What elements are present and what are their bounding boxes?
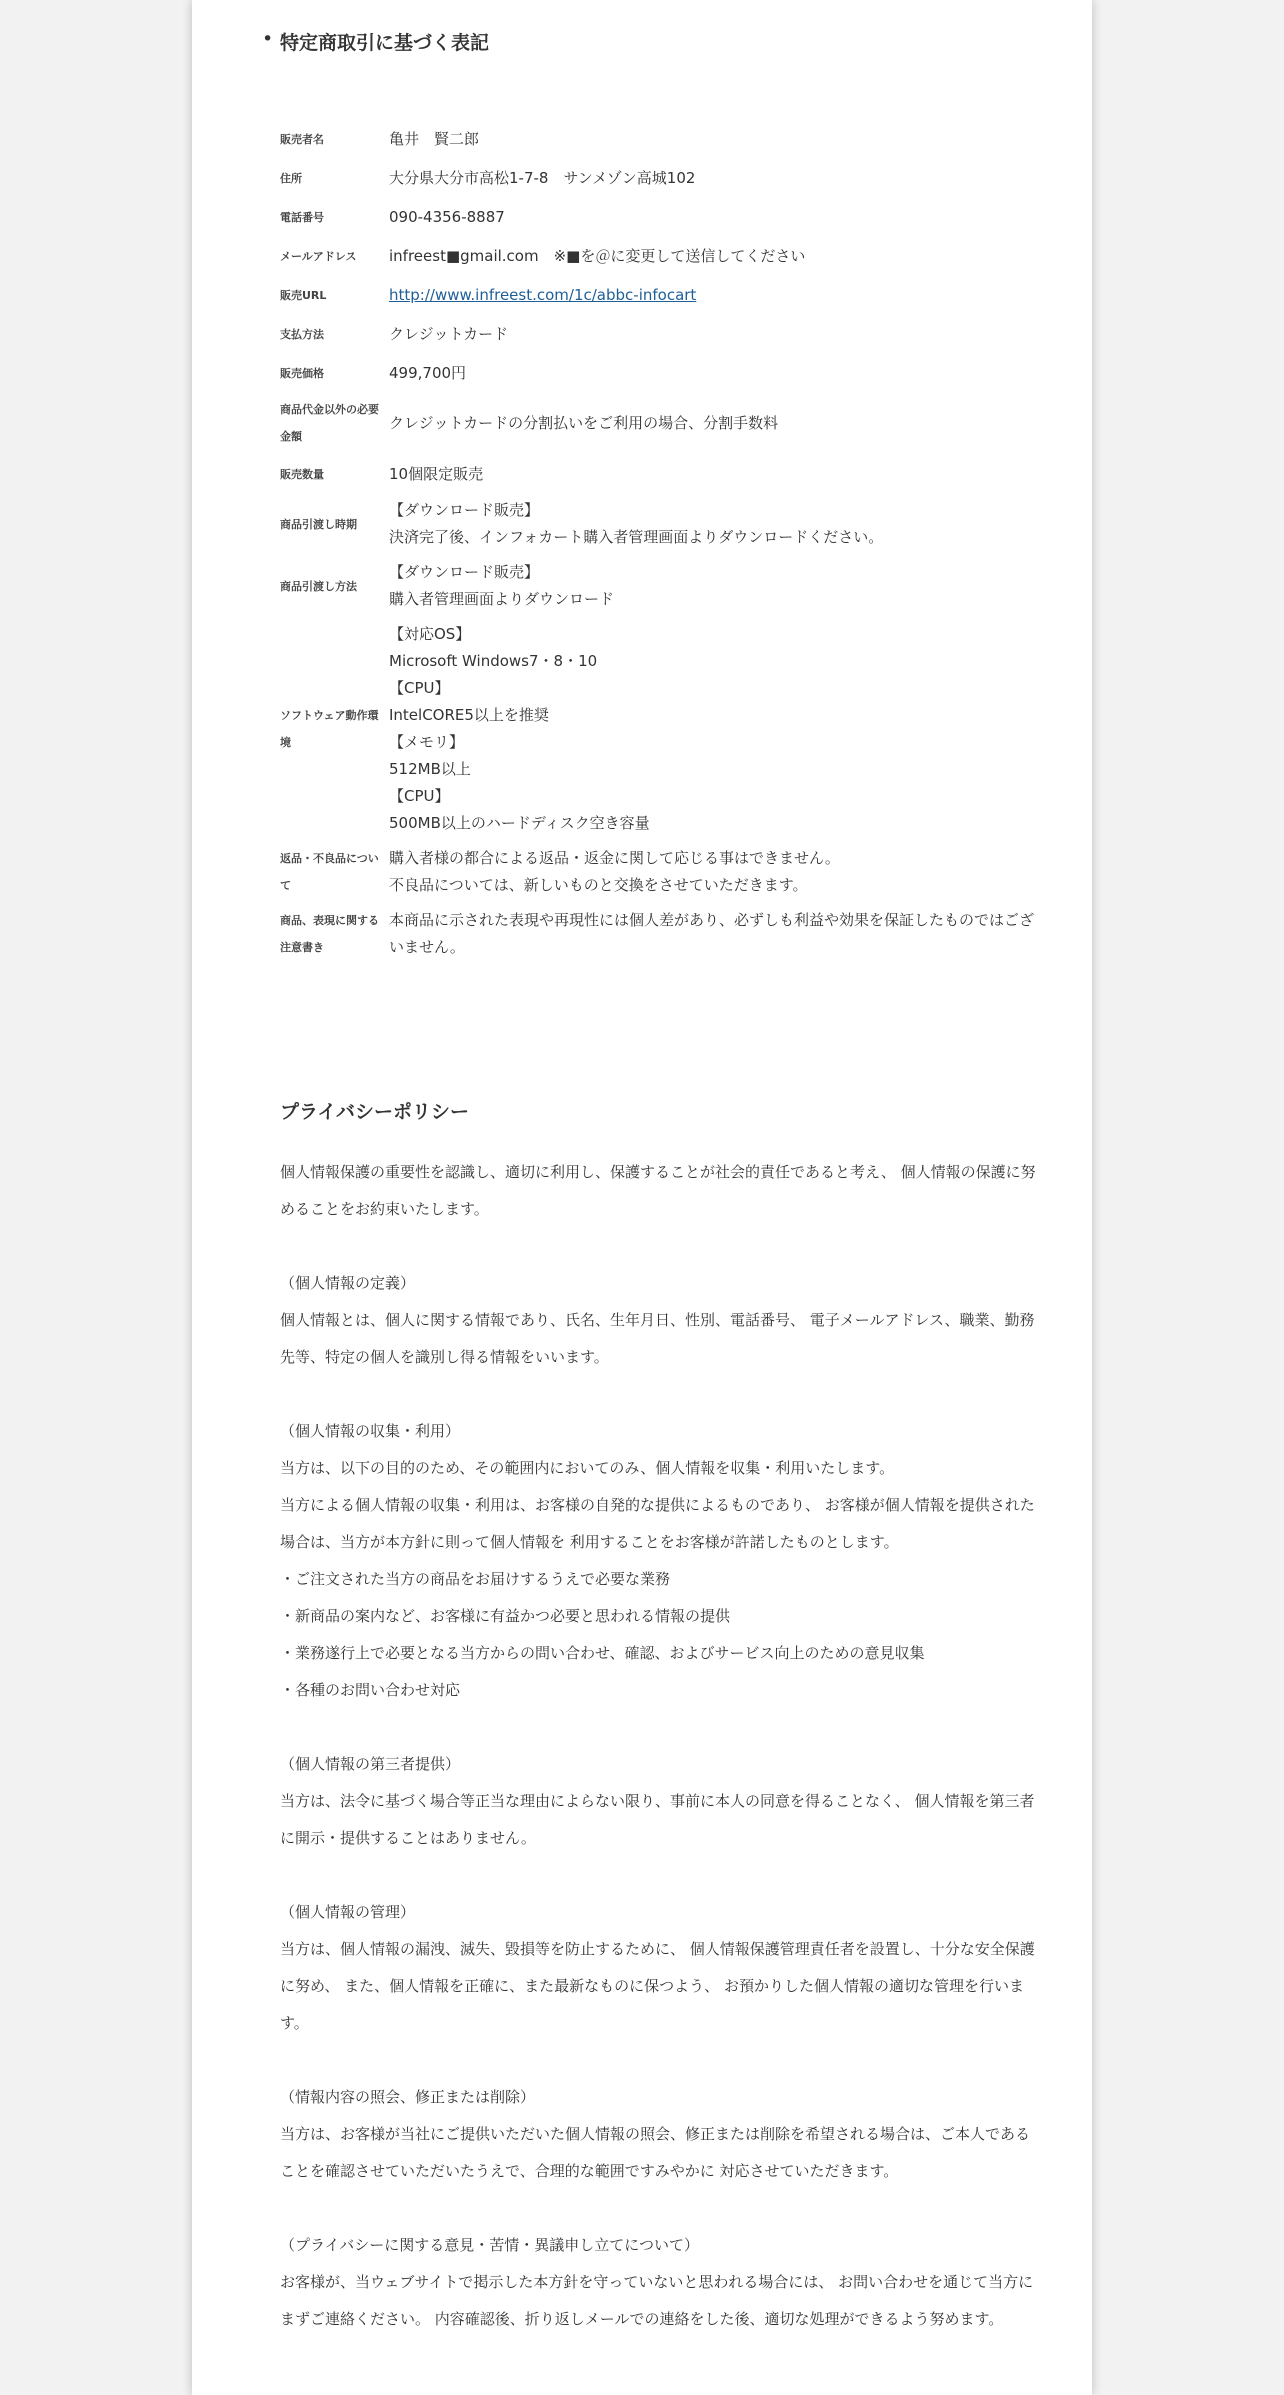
law-value: [389, 237, 1040, 276]
law-row-quantity: [280, 455, 1040, 494]
value-line: 512MB以上: [389, 760, 471, 778]
value-line: 500MB以上のハードディスク空き容量: [389, 814, 650, 832]
value-line: 大分県大分市高松1-7-8 サンメゾン高城102: [389, 169, 696, 187]
privacy-heading: （個人情報の収集・利用）: [280, 1422, 461, 1440]
law-key: 電話番号: [280, 211, 324, 224]
page-card: [192, 0, 1092, 2395]
law-section-title: [262, 28, 490, 55]
law-key: 商品引渡し方法: [280, 579, 357, 593]
value-line: クレジットカードの分割払いをご利用の場合、分割手数料: [389, 413, 779, 432]
privacy-line: 当方は、個人情報の漏洩、滅失、毀損等を防止するために、 個人情報保護管理責任者を設置し、十分な安全保護に努め、 また、個人情報を正確に、また最新なものに保つよう、 お預かりした個人情報の適切な管理を行います。: [280, 1940, 1035, 2032]
value-line: 決済完了後、インフォカート購入者管理画面よりダウンロードください。: [389, 528, 884, 546]
value-line: 090-4356-8887: [389, 208, 505, 226]
law-key: 販売者名: [280, 133, 324, 146]
value-line: 亀井 賢二郎: [389, 130, 480, 148]
bullet-icon: •: [262, 28, 274, 50]
law-key: メールアドレス: [280, 250, 357, 263]
law-key: 支払方法: [280, 328, 324, 341]
privacy-heading: （個人情報の第三者提供）: [280, 1755, 461, 1773]
law-value: [389, 556, 1040, 618]
law-key: 販売価格: [280, 367, 324, 380]
law-value: [389, 120, 1040, 159]
value-line: 【CPU】: [389, 679, 450, 697]
law-key: ソフトウェア動作環境: [280, 709, 379, 749]
privacy-line: 当方は、以下の目的のため、その範囲内においてのみ、個人情報を収集・利用いたします。: [280, 1459, 895, 1477]
law-key: 商品代金以外の必要金額: [280, 403, 379, 443]
value-line: 499,700円: [389, 364, 467, 382]
privacy-line: 当方による個人情報の収集・利用は、お客様の自発的な提供によるものであり、 お客様が個人情報を提供された場合は、当方が本方針に則って個人情報を 利用することをお客様が許諾したものとします。: [280, 1496, 1035, 1551]
privacy-heading: （情報内容の照会、修正または削除）: [280, 2088, 536, 2106]
value-line: 【ダウンロード販売】: [389, 563, 540, 581]
privacy-intro: [280, 1154, 1040, 1228]
privacy-collection: [280, 1413, 1040, 1709]
value-line: 本商品に示された表現や再現性には個人差があり、必ずしも利益や効果を保証したものではございません。: [389, 911, 1035, 956]
privacy-management: [280, 1894, 1040, 2042]
privacy-list-item: ・ご注文された当方の商品をお届けするうえで必要な業務: [280, 1570, 671, 1588]
privacy-complaints: [280, 2227, 1040, 2338]
privacy-heading: （プライバシーに関する意見・苦情・異議申し立てについて）: [280, 2236, 699, 2254]
law-value: [389, 315, 1040, 354]
privacy-heading: （個人情報の管理）: [280, 1903, 416, 1921]
law-key: 住所: [280, 172, 302, 185]
law-value: [389, 618, 1040, 842]
law-value: [389, 393, 1040, 455]
law-value: [389, 494, 1040, 556]
value-line: 不良品については、新しいものと交換をさせていただきます。: [389, 876, 808, 894]
privacy-list-item: ・新商品の案内など、お客様に有益かつ必要と思われる情報の提供: [280, 1607, 731, 1625]
law-table: [280, 120, 1040, 966]
law-row-software-env: [280, 618, 1040, 842]
law-value: [389, 904, 1040, 966]
law-row-price: [280, 354, 1040, 393]
privacy-third-party: [280, 1746, 1040, 1857]
law-value: [389, 455, 1040, 494]
law-key: 商品、表現に関する注意書き: [280, 914, 379, 954]
law-value: [389, 842, 1040, 904]
law-row-delivery-time: [280, 494, 1040, 556]
value-line: 購入者様の都合による返品・返金に関して応じる事はできません。: [389, 849, 840, 867]
privacy-line: お客様が、当ウェブサイトで掲示した本方針を守っていないと思われる場合には、 お問い合わせを通じて当方にまずご連絡ください。 内容確認後、折り返しメールでの連絡をした後、適切な処理ができるよう努めます。: [280, 2273, 1034, 2328]
privacy-line: 当方は、お客様が当社にご提供いただいた個人情報の照会、修正または削除を希望される場合は、ご本人であることを確認させていただいたうえで、合理的な範囲ですみやかに 対応させていただきます。: [280, 2125, 1031, 2180]
law-row-returns: [280, 842, 1040, 904]
privacy-list-item: ・各種のお問い合わせ対応: [280, 1681, 461, 1699]
law-value: [389, 198, 1040, 237]
law-key: 販売URL: [280, 289, 327, 302]
value-line: Microsoft Windows7・8・10: [389, 652, 598, 670]
privacy-inquiry: [280, 2079, 1040, 2190]
law-row-extra-fees: [280, 393, 1040, 455]
value-line: 【ダウンロード販売】: [389, 501, 540, 519]
law-row-delivery-method: [280, 556, 1040, 618]
value-line: 【メモリ】: [389, 733, 465, 751]
law-value: [389, 354, 1040, 393]
privacy-line: 当方は、法令に基づく場合等正当な理由によらない限り、事前に本人の同意を得ることなく、 個人情報を第三者に開示・提供することはありません。: [280, 1792, 1035, 1847]
value-line: infreest■gmail.com ※■を＠に変更して送信してください: [389, 247, 806, 265]
law-value: [389, 276, 1040, 315]
value-line: 10個限定販売: [389, 465, 484, 483]
law-row-address: [280, 159, 1040, 198]
law-row-disclaimer: [280, 904, 1040, 966]
law-key: 商品引渡し時期: [280, 517, 357, 531]
value-line: クレジットカード: [389, 325, 509, 343]
law-value: [389, 159, 1040, 198]
law-row-email: [280, 237, 1040, 276]
value-line: IntelCORE5以上を推奨: [389, 706, 549, 724]
privacy-line: 個人情報とは、個人に関する情報であり、氏名、生年月日、性別、電話番号、 電子メールアドレス、職業、勤務先等、特定の個人を識別し得る情報をいいます。: [280, 1311, 1035, 1366]
law-row-phone: [280, 198, 1040, 237]
law-row-payment: [280, 315, 1040, 354]
privacy-heading: （個人情報の定義）: [280, 1274, 416, 1292]
privacy-list-item: ・業務遂行上で必要となる当方からの問い合わせ、確認、およびサービス向上のための意見収集: [280, 1644, 925, 1662]
law-key: 販売数量: [280, 468, 324, 481]
law-row-url: [280, 276, 1040, 315]
law-title-text: 特定商取引に基づく表記: [280, 32, 490, 54]
law-row-seller: [280, 120, 1040, 159]
law-key: 返品・不良品について: [280, 852, 379, 892]
privacy-title: プライバシーポリシー: [280, 1101, 470, 1123]
sales-url-link[interactable]: http://www.infreest.com/1c/abbc-infocart: [389, 286, 697, 304]
value-line: 購入者管理画面よりダウンロード: [389, 590, 615, 608]
privacy-definition: [280, 1265, 1040, 1376]
privacy-body: [280, 1154, 1040, 2375]
value-line: 【CPU】: [389, 787, 450, 805]
privacy-line: 個人情報保護の重要性を認識し、適切に利用し、保護することが社会的責任であると考え、 個人情報の保護に努めることをお約束いたします。: [280, 1163, 1036, 1218]
value-line: 【対応OS】: [389, 625, 471, 643]
